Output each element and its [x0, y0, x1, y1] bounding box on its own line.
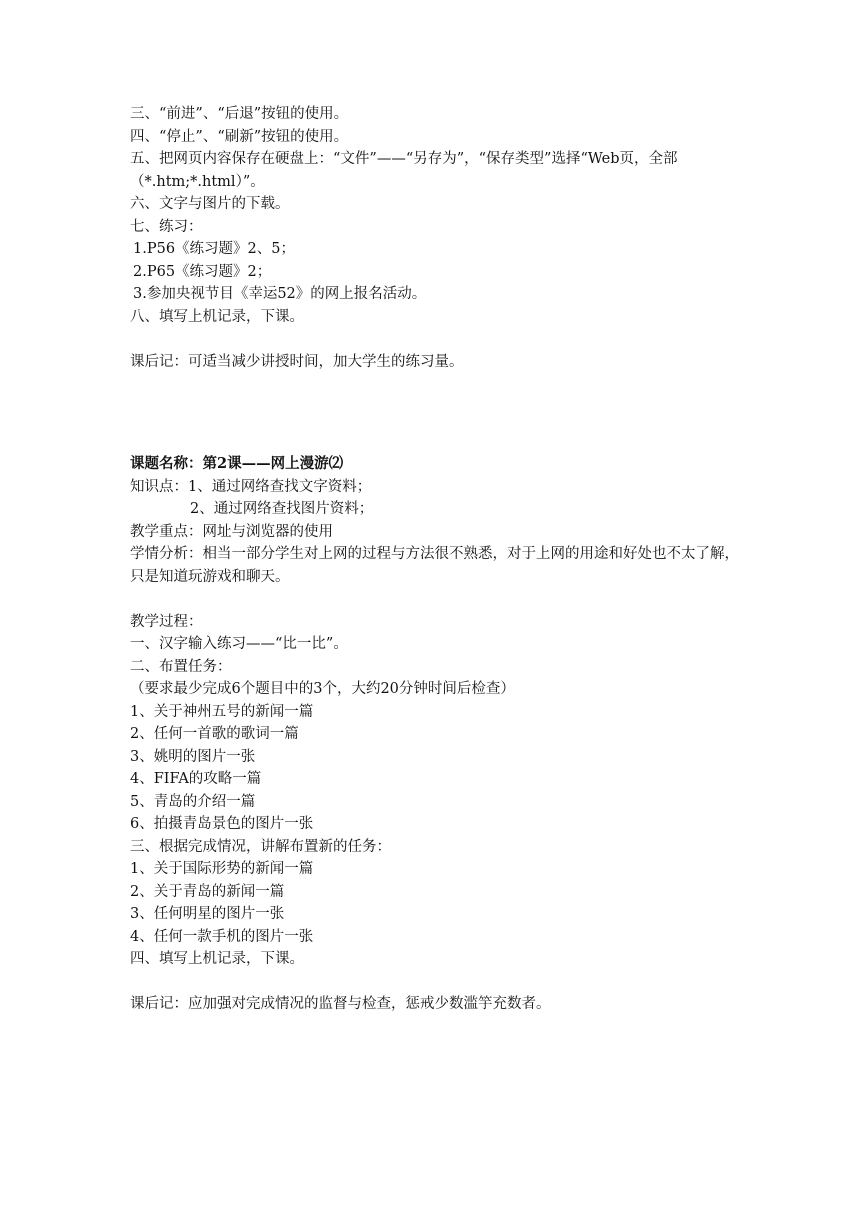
knowledge-point-2: 2、通过网络查找图片资料； — [190, 501, 374, 517]
new-task-item: 1、关于国际形势的新闻一篇 — [130, 861, 314, 877]
learner-analysis: 学情分析：相当一部分学生对上网的过程与方法很不熟悉，对于上网的用途和好处也不太了解，只是知道玩游戏和聊天。 — [130, 546, 739, 585]
teaching-focus: 教学重点：网址与浏览器的使用 — [130, 523, 333, 540]
lesson1-process-tail — [130, 103, 740, 373]
lesson2-afternote: 课后记：应加强对完成情况的监督与检查，惩戒少数滥竽充数者。 — [130, 996, 551, 1012]
task-item: 5、青岛的介绍一篇 — [130, 793, 256, 810]
document-page — [130, 103, 740, 1016]
new-task-item: 2、关于青岛的新闻一篇 — [130, 883, 285, 900]
practice-item-3: 3.参加央视节目《幸运52》的网上报名活动。 — [133, 286, 427, 302]
step-3-forward-back: 三、“前进”、“后退”按钮的使用。 — [130, 106, 349, 122]
task-item: 4、FIFA的攻略一篇 — [130, 771, 262, 787]
step-7-practice: 七、练习： — [130, 218, 203, 235]
process-heading: 教学过程： — [130, 613, 203, 630]
lesson2-title: 课题名称：第2课——网上漫游⑵ — [130, 455, 344, 472]
task-item: 1、关于神州五号的新闻一篇 — [130, 703, 314, 720]
lesson2 — [130, 453, 740, 1016]
practice-item-1: 1.P56《练习题》2、5； — [133, 241, 295, 257]
step-4-stop-refresh: 四、“停止”、“刷新”按钮的使用。 — [130, 128, 349, 145]
section-gap — [130, 373, 740, 453]
lesson1-afternote: 课后记：可适当减少讲授时间，加大学生的练习量。 — [130, 353, 464, 370]
task-item: 3、姚明的图片一张 — [130, 748, 256, 765]
new-task-item: 4、任何一款手机的图片一张 — [130, 928, 314, 945]
process-step-1: 一、汉字输入练习——“比一比”。 — [130, 636, 348, 652]
process-step-4: 四、填写上机记录，下课。 — [130, 951, 304, 967]
spacer — [130, 971, 740, 994]
new-task-item: 3、任何明星的图片一张 — [130, 906, 285, 922]
task-item: 6、拍摄青岛景色的图片一张 — [130, 816, 314, 832]
task-item: 2、任何一首歌的歌词一篇 — [130, 726, 299, 742]
spacer — [130, 328, 740, 351]
process-step-3: 三、根据完成情况，讲解布置新的任务： — [130, 838, 391, 855]
knowledge-point-1: 知识点：1、通过网络查找文字资料； — [130, 478, 372, 495]
spacer — [130, 588, 740, 611]
practice-item-2: 2.P65《练习题》2； — [133, 263, 272, 280]
step-6-download: 六、文字与图片的下载。 — [130, 196, 290, 212]
step-5-save-page: 五、把网页内容保存在硬盘上：“文件”——“另存为”，“保存类型”选择“Web页，全部（*.htm;*.html）”。 — [130, 151, 678, 190]
step-8-wrap-up: 八、填写上机记录，下课。 — [130, 308, 304, 325]
process-step-2: 二、布置任务： — [130, 658, 232, 675]
task-requirement: （要求最少完成6个题目中的3个，大约20分钟时间后检查） — [130, 681, 515, 697]
